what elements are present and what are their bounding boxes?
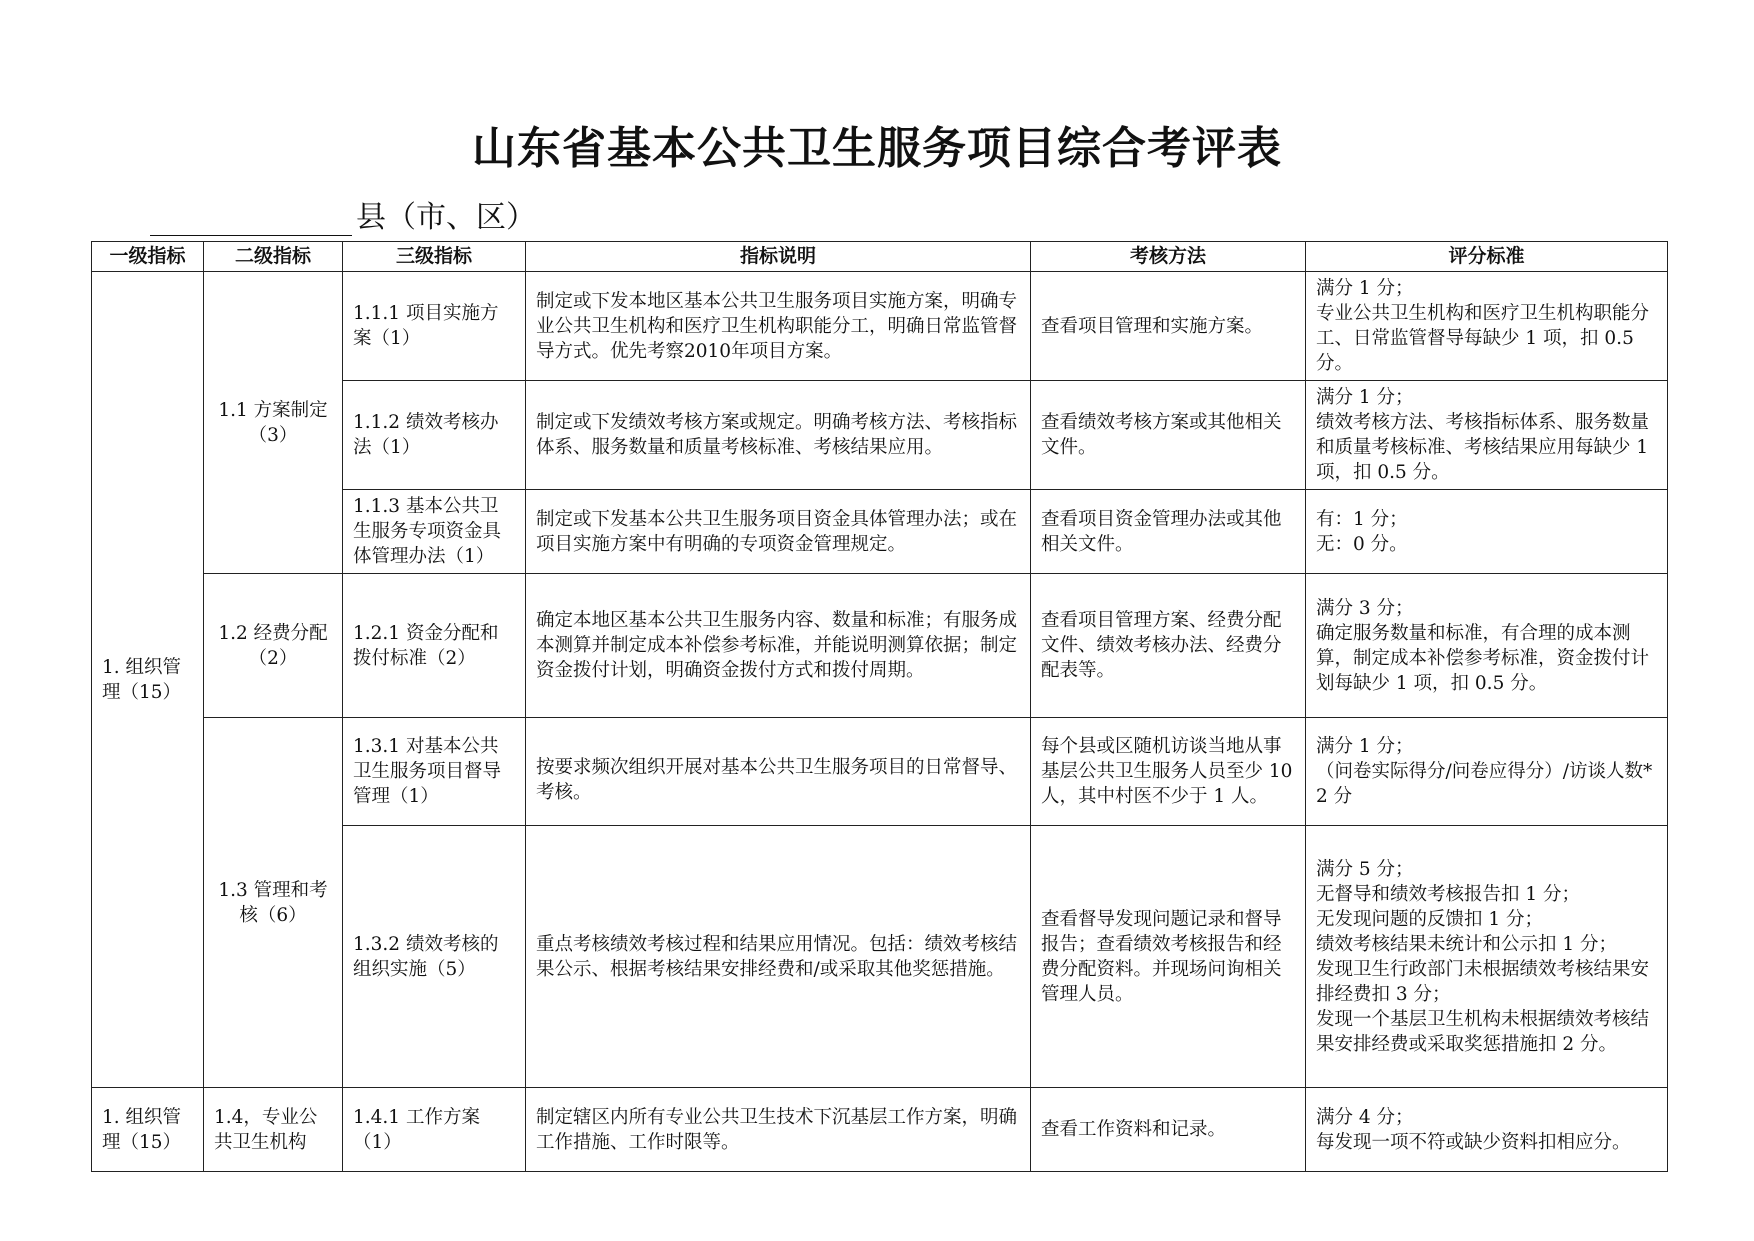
level2-cell: 1.1 方案制定（3） xyxy=(204,272,343,574)
description-cell: 制定辖区内所有专业公共卫生技术下沉基层工作方案，明确工作措施、工作时限等。 xyxy=(526,1088,1031,1172)
header-scoring: 评分标准 xyxy=(1306,242,1668,272)
table-row xyxy=(92,718,1668,826)
description-cell: 按要求频次组织开展对基本公共卫生服务项目的日常督导、考核。 xyxy=(526,718,1031,826)
header-level2: 二级指标 xyxy=(204,242,343,272)
method-cell: 查看项目资金管理办法或其他相关文件。 xyxy=(1031,490,1306,574)
level3-cell: 1.3.2 绩效考核的组织实施（5） xyxy=(343,826,526,1088)
county-suffix: 县（市、区） xyxy=(356,200,536,235)
scoring-cell: 满分 3 分； 确定服务数量和标准，有合理的成本测算，制定成本补偿参考标准，资金拨付计划每缺少 1 项，扣 0.5 分。 xyxy=(1306,574,1668,718)
header-description: 指标说明 xyxy=(526,242,1031,272)
level3-cell: 1.1.3 基本公共卫生服务专项资金具体管理办法（1） xyxy=(343,490,526,574)
method-cell: 查看督导发现问题记录和督导报告；查看绩效考核报告和经费分配资料。并现场问询相关管理人员。 xyxy=(1031,826,1306,1088)
level2-cell: 1.4，专业公共卫生机构 xyxy=(204,1088,343,1172)
county-line xyxy=(150,192,536,235)
scoring-cell: 满分 1 分； 绩效考核方法、考核指标体系、服务数量和质量考核标准、考核结果应用每缺少 1 项，扣 0.5 分。 xyxy=(1306,381,1668,490)
header-level3: 三级指标 xyxy=(343,242,526,272)
county-blank[interactable] xyxy=(150,203,352,236)
level3-cell: 1.1.1 项目实施方案（1） xyxy=(343,272,526,381)
description-cell: 重点考核绩效考核过程和结果应用情况。包括：绩效考核结果公示、根据考核结果安排经费和/或采取其他奖惩措施。 xyxy=(526,826,1031,1088)
level3-cell: 1.3.1 对基本公共卫生服务项目督导管理（1） xyxy=(343,718,526,826)
method-cell: 查看工作资料和记录。 xyxy=(1031,1088,1306,1172)
level1-cell: 1. 组织管理（15） xyxy=(92,1088,204,1172)
level2-cell: 1.2 经费分配（2） xyxy=(204,574,343,718)
table-row xyxy=(92,272,1668,381)
method-cell: 查看项目管理方案、经费分配文件、绩效考核办法、经费分配表等。 xyxy=(1031,574,1306,718)
scoring-cell: 有：1 分； 无：0 分。 xyxy=(1306,490,1668,574)
scoring-cell: 满分 1 分； （问卷实际得分/问卷应得分）/访谈人数*2 分 xyxy=(1306,718,1668,826)
description-cell: 制定或下发绩效考核方案或规定。明确考核方法、考核指标体系、服务数量和质量考核标准、考核结果应用。 xyxy=(526,381,1031,490)
method-cell: 查看绩效考核方案或其他相关文件。 xyxy=(1031,381,1306,490)
header-row xyxy=(92,242,1668,272)
description-cell: 制定或下发本地区基本公共卫生服务项目实施方案，明确专业公共卫生机构和医疗卫生机构职能分工，明确日常监管督导方式。优先考察2010年项目方案。 xyxy=(526,272,1031,381)
description-cell: 制定或下发基本公共卫生服务项目资金具体管理办法；或在项目实施方案中有明确的专项资金管理规定。 xyxy=(526,490,1031,574)
table-row xyxy=(92,574,1668,718)
header-level1: 一级指标 xyxy=(92,242,204,272)
description-cell: 确定本地区基本公共卫生服务内容、数量和标准；有服务成本测算并制定成本补偿参考标准，并能说明测算依据；制定资金拨付计划，明确资金拨付方式和拨付周期。 xyxy=(526,574,1031,718)
scoring-cell: 满分 4 分； 每发现一项不符或缺少资料扣相应分。 xyxy=(1306,1088,1668,1172)
level2-cell: 1.3 管理和考核（6） xyxy=(204,718,343,1088)
method-cell: 每个县或区随机访谈当地从事基层公共卫生服务人员至少 10 人，其中村医不少于 1 人。 xyxy=(1031,718,1306,826)
scoring-cell: 满分 1 分； 专业公共卫生机构和医疗卫生机构职能分工、日常监管督导每缺少 1 项，扣 0.5 分。 xyxy=(1306,272,1668,381)
level3-cell: 1.1.2 绩效考核办法（1） xyxy=(343,381,526,490)
page-title: 山东省基本公共卫生服务项目综合考评表 xyxy=(472,123,1282,174)
table-row xyxy=(92,1088,1668,1172)
evaluation-table xyxy=(91,241,1668,1172)
scoring-cell: 满分 5 分； 无督导和绩效考核报告扣 1 分； 无发现问题的反馈扣 1 分； 绩效考核结果未统计和公示扣 1 分； 发现卫生行政部门未根据绩效考核结果安排经费扣 3 分； 发现一个基层卫生机构未根据绩效考核结果安排经费或采取奖惩措施扣 2 分。 xyxy=(1306,826,1668,1088)
level3-cell: 1.2.1 资金分配和拨付标准（2） xyxy=(343,574,526,718)
level1-cell: 1. 组织管理（15） xyxy=(92,272,204,1088)
method-cell: 查看项目管理和实施方案。 xyxy=(1031,272,1306,381)
level3-cell: 1.4.1 工作方案（1） xyxy=(343,1088,526,1172)
header-method: 考核方法 xyxy=(1031,242,1306,272)
